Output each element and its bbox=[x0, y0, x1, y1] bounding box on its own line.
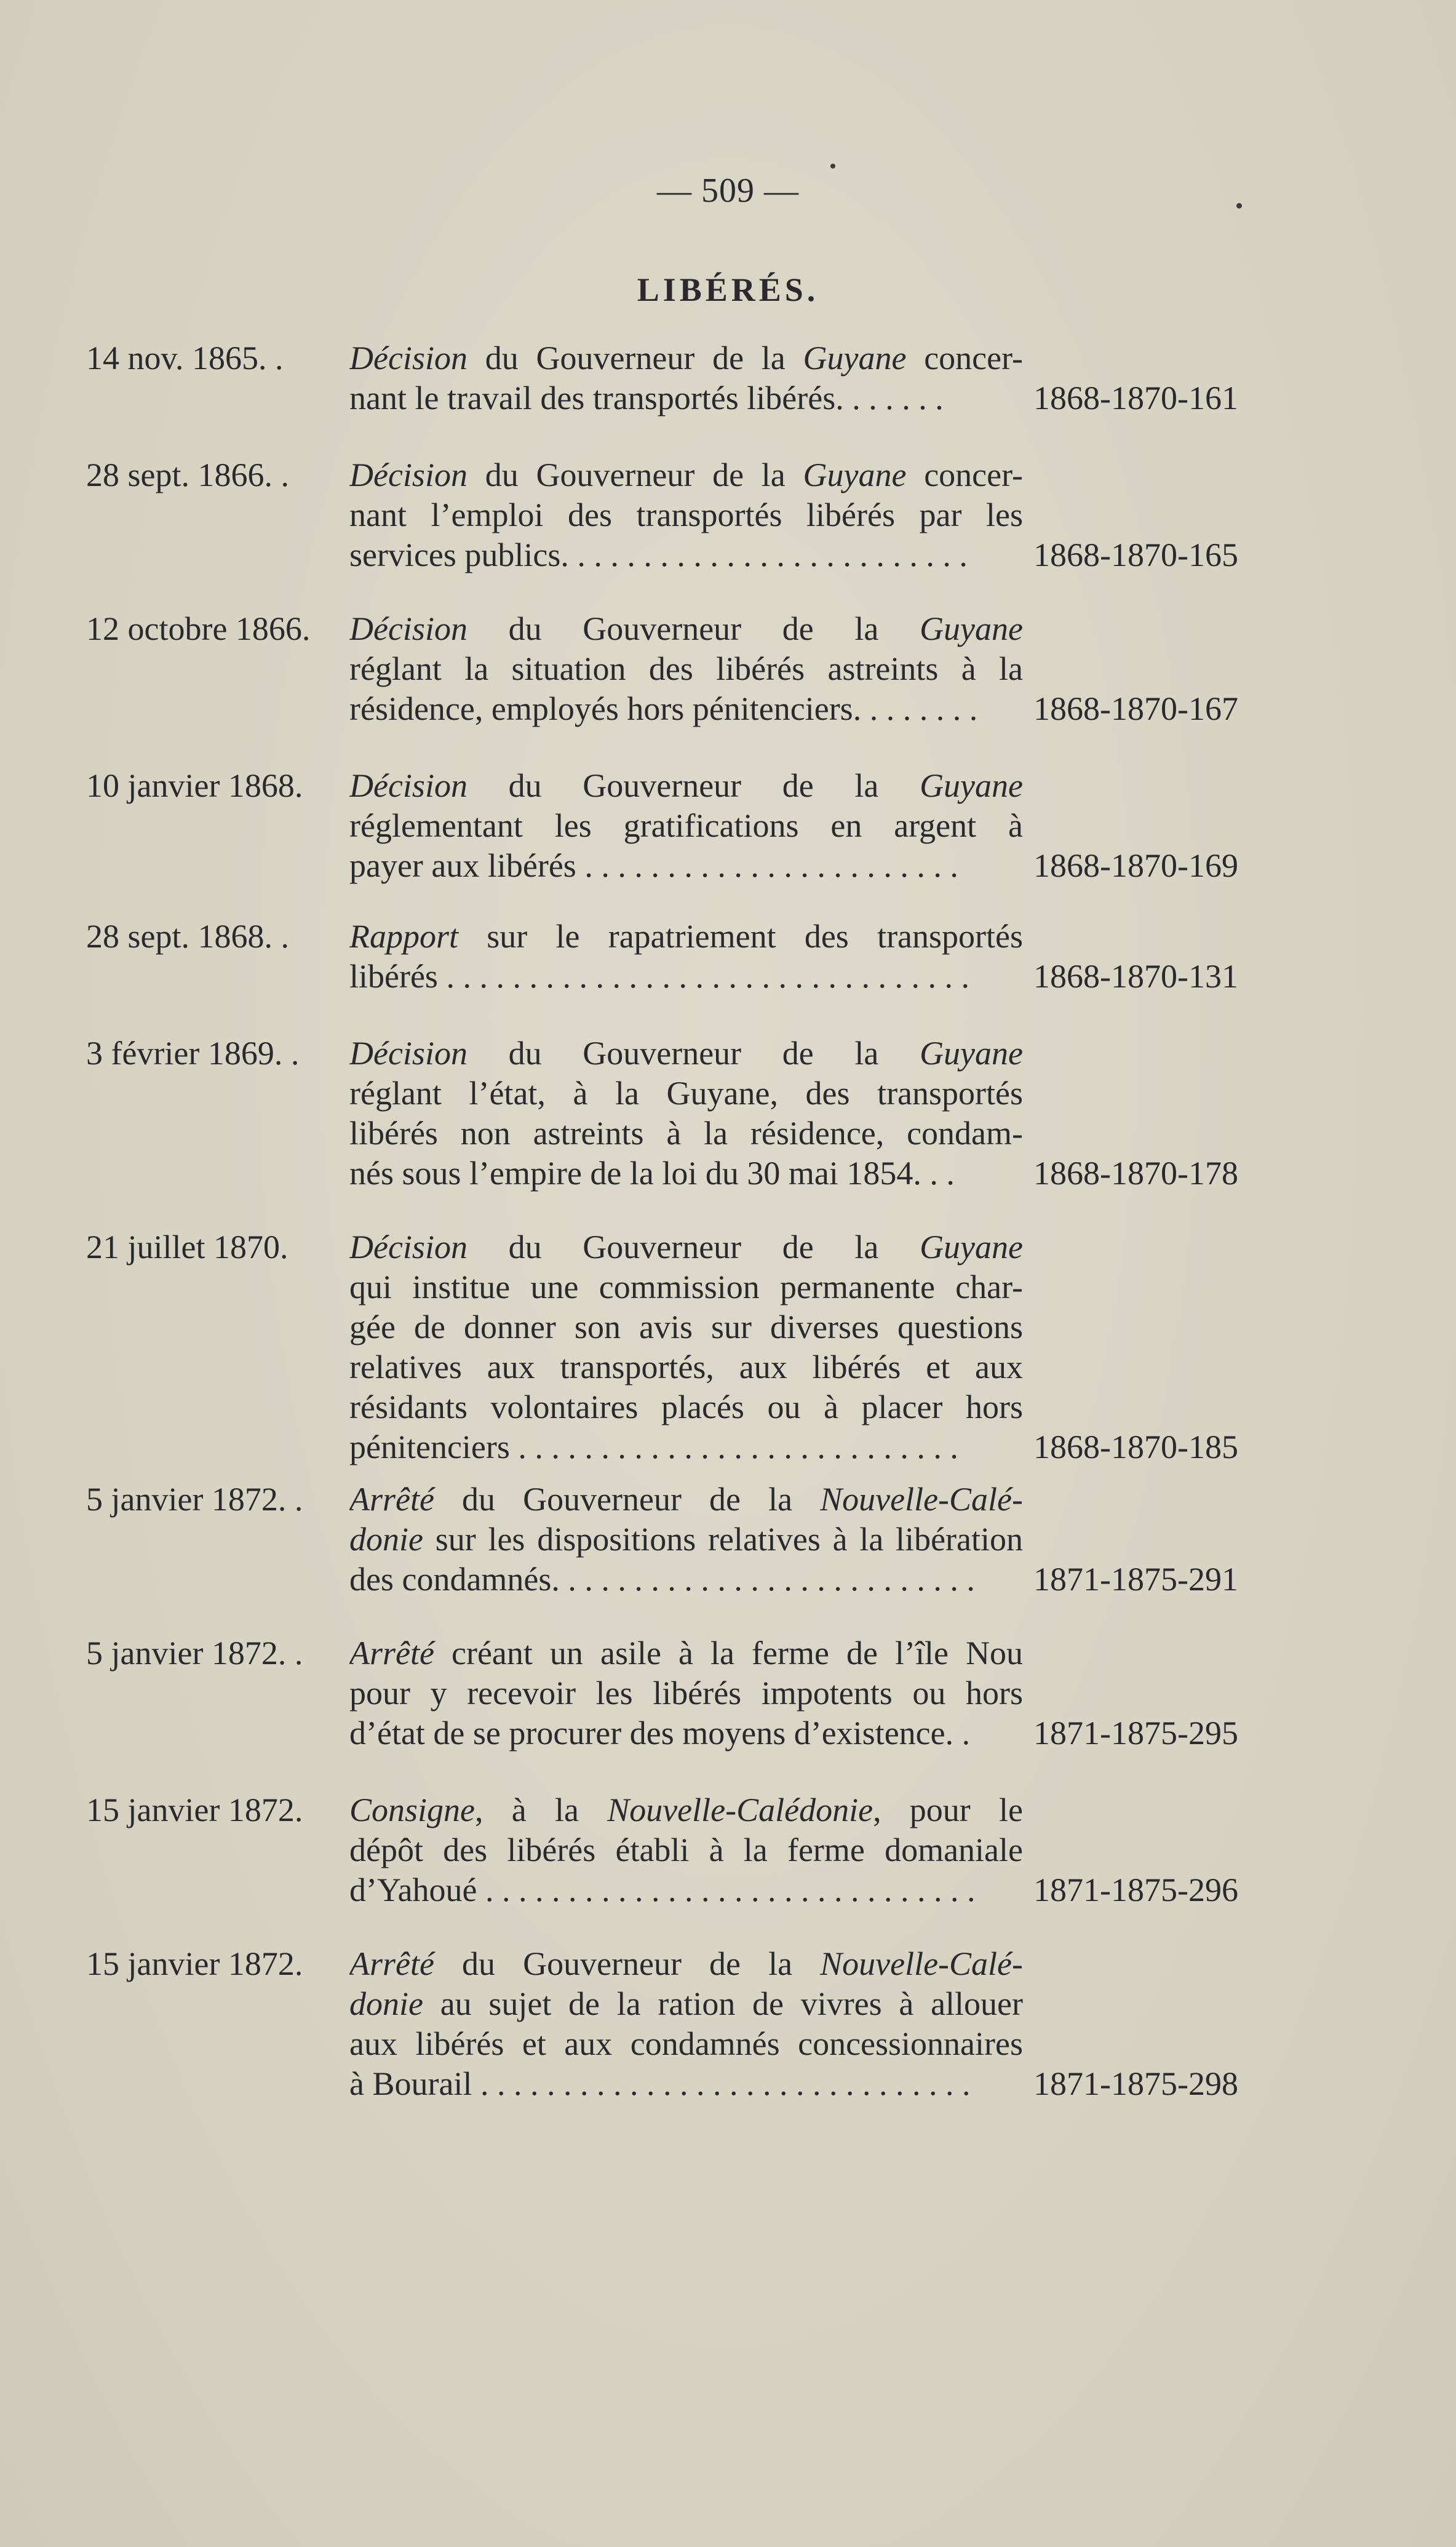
text-run: concer- bbox=[906, 340, 1023, 377]
description-line bbox=[349, 1347, 1023, 1387]
description-line bbox=[349, 689, 1023, 729]
text-run: pour y recevoir les libérés impotents ou hors bbox=[349, 1675, 1023, 1712]
text-run: du Gouverneur de la bbox=[467, 767, 920, 804]
description-line bbox=[349, 1114, 1023, 1154]
text-run: concer- bbox=[906, 456, 1023, 493]
description-line bbox=[349, 957, 1023, 997]
description-line bbox=[349, 1387, 1023, 1427]
text-run: nant l’emploi des transportés libérés par les bbox=[349, 496, 1023, 533]
entry-description bbox=[349, 609, 1023, 729]
italic-term: Guyane bbox=[803, 340, 907, 377]
italic-term: Consigne bbox=[349, 1792, 475, 1828]
description-line bbox=[349, 1870, 1023, 1910]
description-line bbox=[349, 1520, 1023, 1560]
text-run: du Gouverneur de la bbox=[467, 610, 920, 647]
italic-term: Guyane bbox=[920, 1229, 1023, 1266]
text-run: relatives aux transportés, aux libérés et aux bbox=[349, 1349, 1023, 1385]
entry-date: 3 février 1869. . bbox=[86, 1035, 300, 1072]
description-line bbox=[349, 1074, 1023, 1114]
entry-reference: 1868-1870-165 bbox=[1033, 536, 1238, 573]
italic-term: Guyane bbox=[920, 1035, 1023, 1072]
description-line bbox=[349, 1984, 1023, 2024]
description-line bbox=[349, 649, 1023, 689]
description-line bbox=[349, 495, 1023, 535]
description-line bbox=[349, 378, 1023, 418]
entry-description bbox=[349, 1633, 1023, 1753]
italic-term: Arrêté bbox=[349, 1635, 434, 1672]
entry-reference: 1868-1870-131 bbox=[1033, 958, 1238, 995]
section-heading: LIBÉRÉS. bbox=[637, 271, 819, 308]
italic-term: Arrêté bbox=[349, 1945, 434, 1982]
description-line bbox=[349, 2024, 1023, 2064]
description-line bbox=[349, 455, 1023, 495]
entry-date: 10 janvier 1868. bbox=[86, 767, 303, 804]
italic-term: Décision bbox=[349, 1229, 467, 1266]
italic-term: Décision bbox=[349, 610, 467, 647]
text-run: créant un asile à la ferme de l’île Nou bbox=[434, 1635, 1023, 1672]
italic-term: Arrêté bbox=[349, 1481, 434, 1518]
entry-description bbox=[349, 917, 1023, 997]
text-run: du Gouverneur de la bbox=[467, 456, 803, 493]
entry-description bbox=[349, 1790, 1023, 1910]
entry-date: 15 janvier 1872. bbox=[86, 1945, 303, 1982]
description-line bbox=[349, 1307, 1023, 1347]
entry-date: 28 sept. 1868. . bbox=[86, 918, 289, 955]
entry-date: 5 janvier 1872. . bbox=[86, 1635, 303, 1672]
italic-term: Décision bbox=[349, 340, 467, 377]
description-line bbox=[349, 766, 1023, 806]
description-line bbox=[349, 1673, 1023, 1713]
entry-description bbox=[349, 455, 1023, 575]
entry-reference: 1871-1875-295 bbox=[1033, 1715, 1238, 1752]
page-number: — 509 — bbox=[657, 172, 799, 210]
description-line bbox=[349, 338, 1023, 378]
text-run: dépôt des libérés établi à la ferme domaniale bbox=[349, 1832, 1023, 1868]
text-run: pénitenciers . . . . . . . . . . . . . . . . . . . . . . . . . . . bbox=[349, 1429, 958, 1465]
italic-term: donie bbox=[349, 1521, 423, 1558]
description-line bbox=[349, 1830, 1023, 1870]
italic-term: Rapport bbox=[349, 918, 459, 955]
italic-term: Décision bbox=[349, 456, 467, 493]
ink-speck bbox=[1236, 203, 1242, 209]
entry-reference: 1868-1870-185 bbox=[1033, 1429, 1238, 1465]
text-run: du Gouverneur de la bbox=[467, 1229, 920, 1266]
text-run: résidence, employés hors pénitenciers. . . . . . . . bbox=[349, 690, 978, 727]
text-run: du Gouverneur de la bbox=[467, 1035, 920, 1072]
entry-description bbox=[349, 1034, 1023, 1194]
text-run: sur le rapatriement des transportés bbox=[458, 918, 1023, 955]
description-line bbox=[349, 846, 1023, 886]
text-run: du Gouverneur de la bbox=[434, 1945, 821, 1982]
entry-description bbox=[349, 1944, 1023, 2104]
text-run: payer aux libérés . . . . . . . . . . . . . . . . . . . . . . . bbox=[349, 847, 958, 884]
description-line bbox=[349, 1267, 1023, 1307]
text-run: libérés non astreints à la résidence, condam- bbox=[349, 1115, 1023, 1152]
italic-term: Décision bbox=[349, 767, 467, 804]
entry-date: 21 juillet 1870. bbox=[86, 1229, 288, 1266]
text-run: gée de donner son avis sur diverses questions bbox=[349, 1309, 1023, 1345]
italic-term: Décision bbox=[349, 1035, 467, 1072]
text-run: sur les dispositions relatives à la libération bbox=[423, 1521, 1023, 1558]
text-run: , pour le bbox=[873, 1792, 1023, 1828]
italic-term: Nouvelle-Calédonie bbox=[607, 1792, 873, 1828]
entry-reference: 1868-1870-169 bbox=[1033, 847, 1238, 884]
italic-term: Guyane bbox=[803, 456, 907, 493]
text-run: du Gouverneur de la bbox=[434, 1481, 821, 1518]
entry-reference: 1871-1875-296 bbox=[1033, 1871, 1238, 1908]
text-run: aux libérés et aux condamnés concessionnaires bbox=[349, 2025, 1023, 2062]
entry-date: 12 octobre 1866. bbox=[86, 610, 311, 647]
text-run: , à la bbox=[475, 1792, 608, 1828]
entry-reference: 1868-1870-161 bbox=[1033, 380, 1238, 417]
ink-speck bbox=[830, 164, 835, 169]
text-run: services publics. . . . . . . . . . . . . . . . . . . . . . . . . bbox=[349, 536, 968, 573]
description-line bbox=[349, 535, 1023, 575]
description-line bbox=[349, 1633, 1023, 1673]
description-line bbox=[349, 1427, 1023, 1467]
description-line bbox=[349, 1944, 1023, 1984]
text-run: nés sous l’empire de la loi du 30 mai 1854. . . bbox=[349, 1155, 955, 1192]
text-run: réglant la situation des libérés astreints à la bbox=[349, 650, 1023, 687]
entry-reference: 1868-1870-178 bbox=[1033, 1155, 1238, 1192]
text-run: libérés . . . . . . . . . . . . . . . . . . . . . . . . . . . . . . . . bbox=[349, 958, 969, 995]
italic-term: Nouvelle-Calé- bbox=[820, 1945, 1023, 1982]
description-line bbox=[349, 1227, 1023, 1267]
description-line bbox=[349, 1154, 1023, 1194]
entry-description bbox=[349, 1480, 1023, 1600]
text-run: du Gouverneur de la bbox=[467, 340, 803, 377]
description-line bbox=[349, 1480, 1023, 1520]
entry-reference: 1871-1875-291 bbox=[1033, 1561, 1238, 1598]
entry-date: 5 janvier 1872. . bbox=[86, 1481, 303, 1518]
text-run: qui institue une commission permanente char- bbox=[349, 1269, 1023, 1305]
entry-date: 28 sept. 1866. . bbox=[86, 456, 289, 493]
entry-reference: 1871-1875-298 bbox=[1033, 2065, 1238, 2102]
text-run: à Bourail . . . . . . . . . . . . . . . . . . . . . . . . . . . . . . bbox=[349, 2065, 971, 2102]
description-line bbox=[349, 1713, 1023, 1753]
entry-description bbox=[349, 1227, 1023, 1467]
entry-date: 14 nov. 1865. . bbox=[86, 340, 284, 377]
entry-date: 15 janvier 1872. bbox=[86, 1792, 303, 1828]
description-line bbox=[349, 917, 1023, 957]
italic-term: Guyane bbox=[920, 767, 1023, 804]
entry-description bbox=[349, 766, 1023, 886]
description-line bbox=[349, 1790, 1023, 1830]
text-run: réglementant les gratifications en argent à bbox=[349, 807, 1023, 844]
entry-reference: 1868-1870-167 bbox=[1033, 690, 1238, 727]
description-line bbox=[349, 806, 1023, 846]
italic-term: donie bbox=[349, 1985, 423, 2022]
italic-term: Nouvelle-Calé- bbox=[820, 1481, 1023, 1518]
description-line bbox=[349, 2064, 1023, 2104]
entry-description bbox=[349, 338, 1023, 418]
description-line bbox=[349, 1560, 1023, 1600]
text-run: résidants volontaires placés ou à placer hors bbox=[349, 1389, 1023, 1425]
text-run: réglant l’état, à la Guyane, des transportés bbox=[349, 1075, 1023, 1112]
description-line bbox=[349, 1034, 1023, 1074]
italic-term: Guyane bbox=[920, 610, 1023, 647]
text-run: nant le travail des transportés libérés. . . . . . . bbox=[349, 380, 944, 417]
text-run: au sujet de la ration de vivres à allouer bbox=[423, 1985, 1023, 2022]
text-run: des condamnés. . . . . . . . . . . . . . . . . . . . . . . . . . bbox=[349, 1561, 975, 1598]
text-run: d’Yahoué . . . . . . . . . . . . . . . . . . . . . . . . . . . . . . bbox=[349, 1871, 976, 1908]
description-line bbox=[349, 609, 1023, 649]
text-run: d’état de se procurer des moyens d’existence. . bbox=[349, 1715, 971, 1752]
